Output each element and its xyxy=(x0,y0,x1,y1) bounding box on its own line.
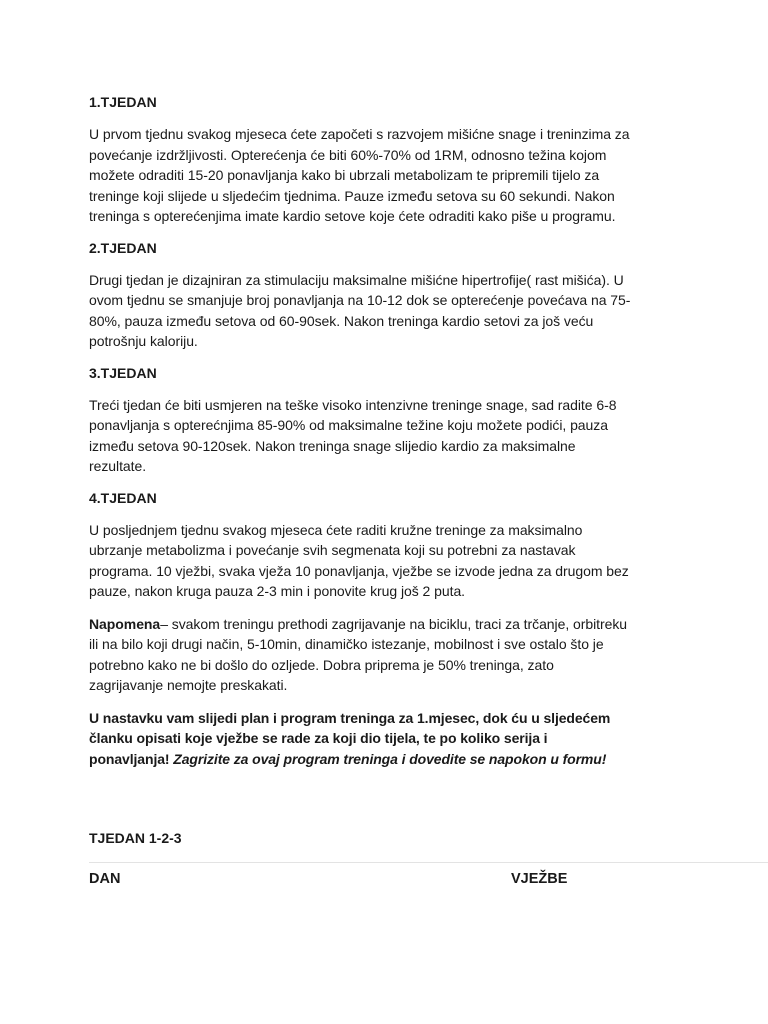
text-line: potrebno kako ne bi došlo do ozljede. Dobra priprema je 50% treninga, zato xyxy=(89,656,554,673)
text-line xyxy=(89,614,679,635)
text-line: rezultate. xyxy=(89,458,147,474)
column-header-day: DAN xyxy=(89,871,121,887)
week-3-heading: 3.TJEDAN xyxy=(89,364,157,381)
text-line: ubrzanje metabolizma i povećanje svih segmenata koji su potrebni za nastavak xyxy=(89,542,576,558)
closing-italic: Zagrizite za ovaj program treninga i dovedite se napokon u formu! xyxy=(173,750,607,767)
note-paragraph xyxy=(89,614,679,696)
week-4-paragraph xyxy=(89,520,679,602)
text-line: zagrijavanje nemojte preskakati. xyxy=(89,677,288,693)
text-line: povećanje izdržljivosti. Opterećenja će biti 60%-70% od 1RM, odnosno težina kojom xyxy=(89,146,607,163)
column-header-exercises: VJEŽBE xyxy=(511,871,568,887)
table-title: TJEDAN 1-2-3 xyxy=(89,830,182,846)
text-line: ovom tjednu se smanjuje broj ponavljanja na 10-12 dok se opterećenje povećava na 75- xyxy=(89,292,631,308)
week-1-heading: 1.TJEDAN xyxy=(89,94,157,110)
text-line: treninga s opterećenjima imate kardio setove koje ćete odraditi kako piše u programu. xyxy=(89,208,616,224)
section-week-1 xyxy=(89,93,679,227)
section-week-4 xyxy=(89,489,679,602)
table-divider xyxy=(89,862,768,863)
week-2-heading: 2.TJEDAN xyxy=(89,239,157,256)
week-2-paragraph xyxy=(89,270,679,352)
text-line: pauze, nakon kruga pauza 2-3 min i ponovite krug još 2 puta. xyxy=(89,583,466,599)
note-first-line: – svakom treningu prethodi zagrijavanje na biciklu, traci za trčanje, orbitreku xyxy=(160,615,628,632)
text-line: ponavljanja s opterećnjima 85-90% od maksimalne težine koju možete podići, pauza xyxy=(89,417,608,433)
text-line xyxy=(89,749,679,770)
closing-paragraph xyxy=(89,708,679,770)
text-line: 80%, pauza između setova od 60-90sek. Nakon treninga kardio setovi za još veću xyxy=(89,312,594,329)
text-line: treninge koji slijede u sljedećim tjednima. Pauze između setova su 60 sekundi. Nakon xyxy=(89,187,615,204)
text-line: Drugi tjedan je dizajniran za stimulaciju maksimalne mišićne hipertrofije( rast mišića). U xyxy=(89,271,624,288)
text-line: programa. 10 vježbi, svaka vježa 10 ponavljanja, vježbe se izvode jedna za drugom bez xyxy=(89,562,629,579)
text-line: U prvom tjednu svakog mjeseca ćete započeti s razvojem mišićne snage i treninzima za xyxy=(89,126,630,142)
document-body xyxy=(89,93,679,769)
text-line: članku opisati koje vježbe se rade za koji dio tijela, te po koliko serija i xyxy=(89,730,548,746)
week-4-heading: 4.TJEDAN xyxy=(89,489,157,506)
text-line: U posljednjem tjednu svakog mjeseca ćete raditi kružne treninge za maksimalno xyxy=(89,521,583,538)
text-line: potrošnju kaloriju. xyxy=(89,333,198,349)
section-week-3 xyxy=(89,364,679,477)
week-1-paragraph xyxy=(89,124,679,227)
text-line: između setova 90-120sek. Nakon treninga snage slijedio kardio za maksimalne xyxy=(89,437,576,454)
text-line: ili na bilo koji drugi način, 5-10min, dinamičko istezanje, mobilnost i sve ostalo što je xyxy=(89,636,604,652)
closing-bold: ponavljanja! xyxy=(89,750,174,767)
text-line: Treći tjedan će biti usmjeren na teške visoko intenzivne treninge snage, sad radite 6-8 xyxy=(89,396,617,413)
week-3-paragraph xyxy=(89,395,679,477)
text-line: U nastavku vam slijedi plan i program treninga za 1.mjesec, dok ću u sljedećem xyxy=(89,709,611,726)
text-line: možete odraditi 15-20 ponavljanja kako bi ubrzali metabolizam te pripremili tijelo za xyxy=(89,167,600,183)
section-week-2 xyxy=(89,239,679,352)
note-label: Napomena xyxy=(89,615,161,632)
